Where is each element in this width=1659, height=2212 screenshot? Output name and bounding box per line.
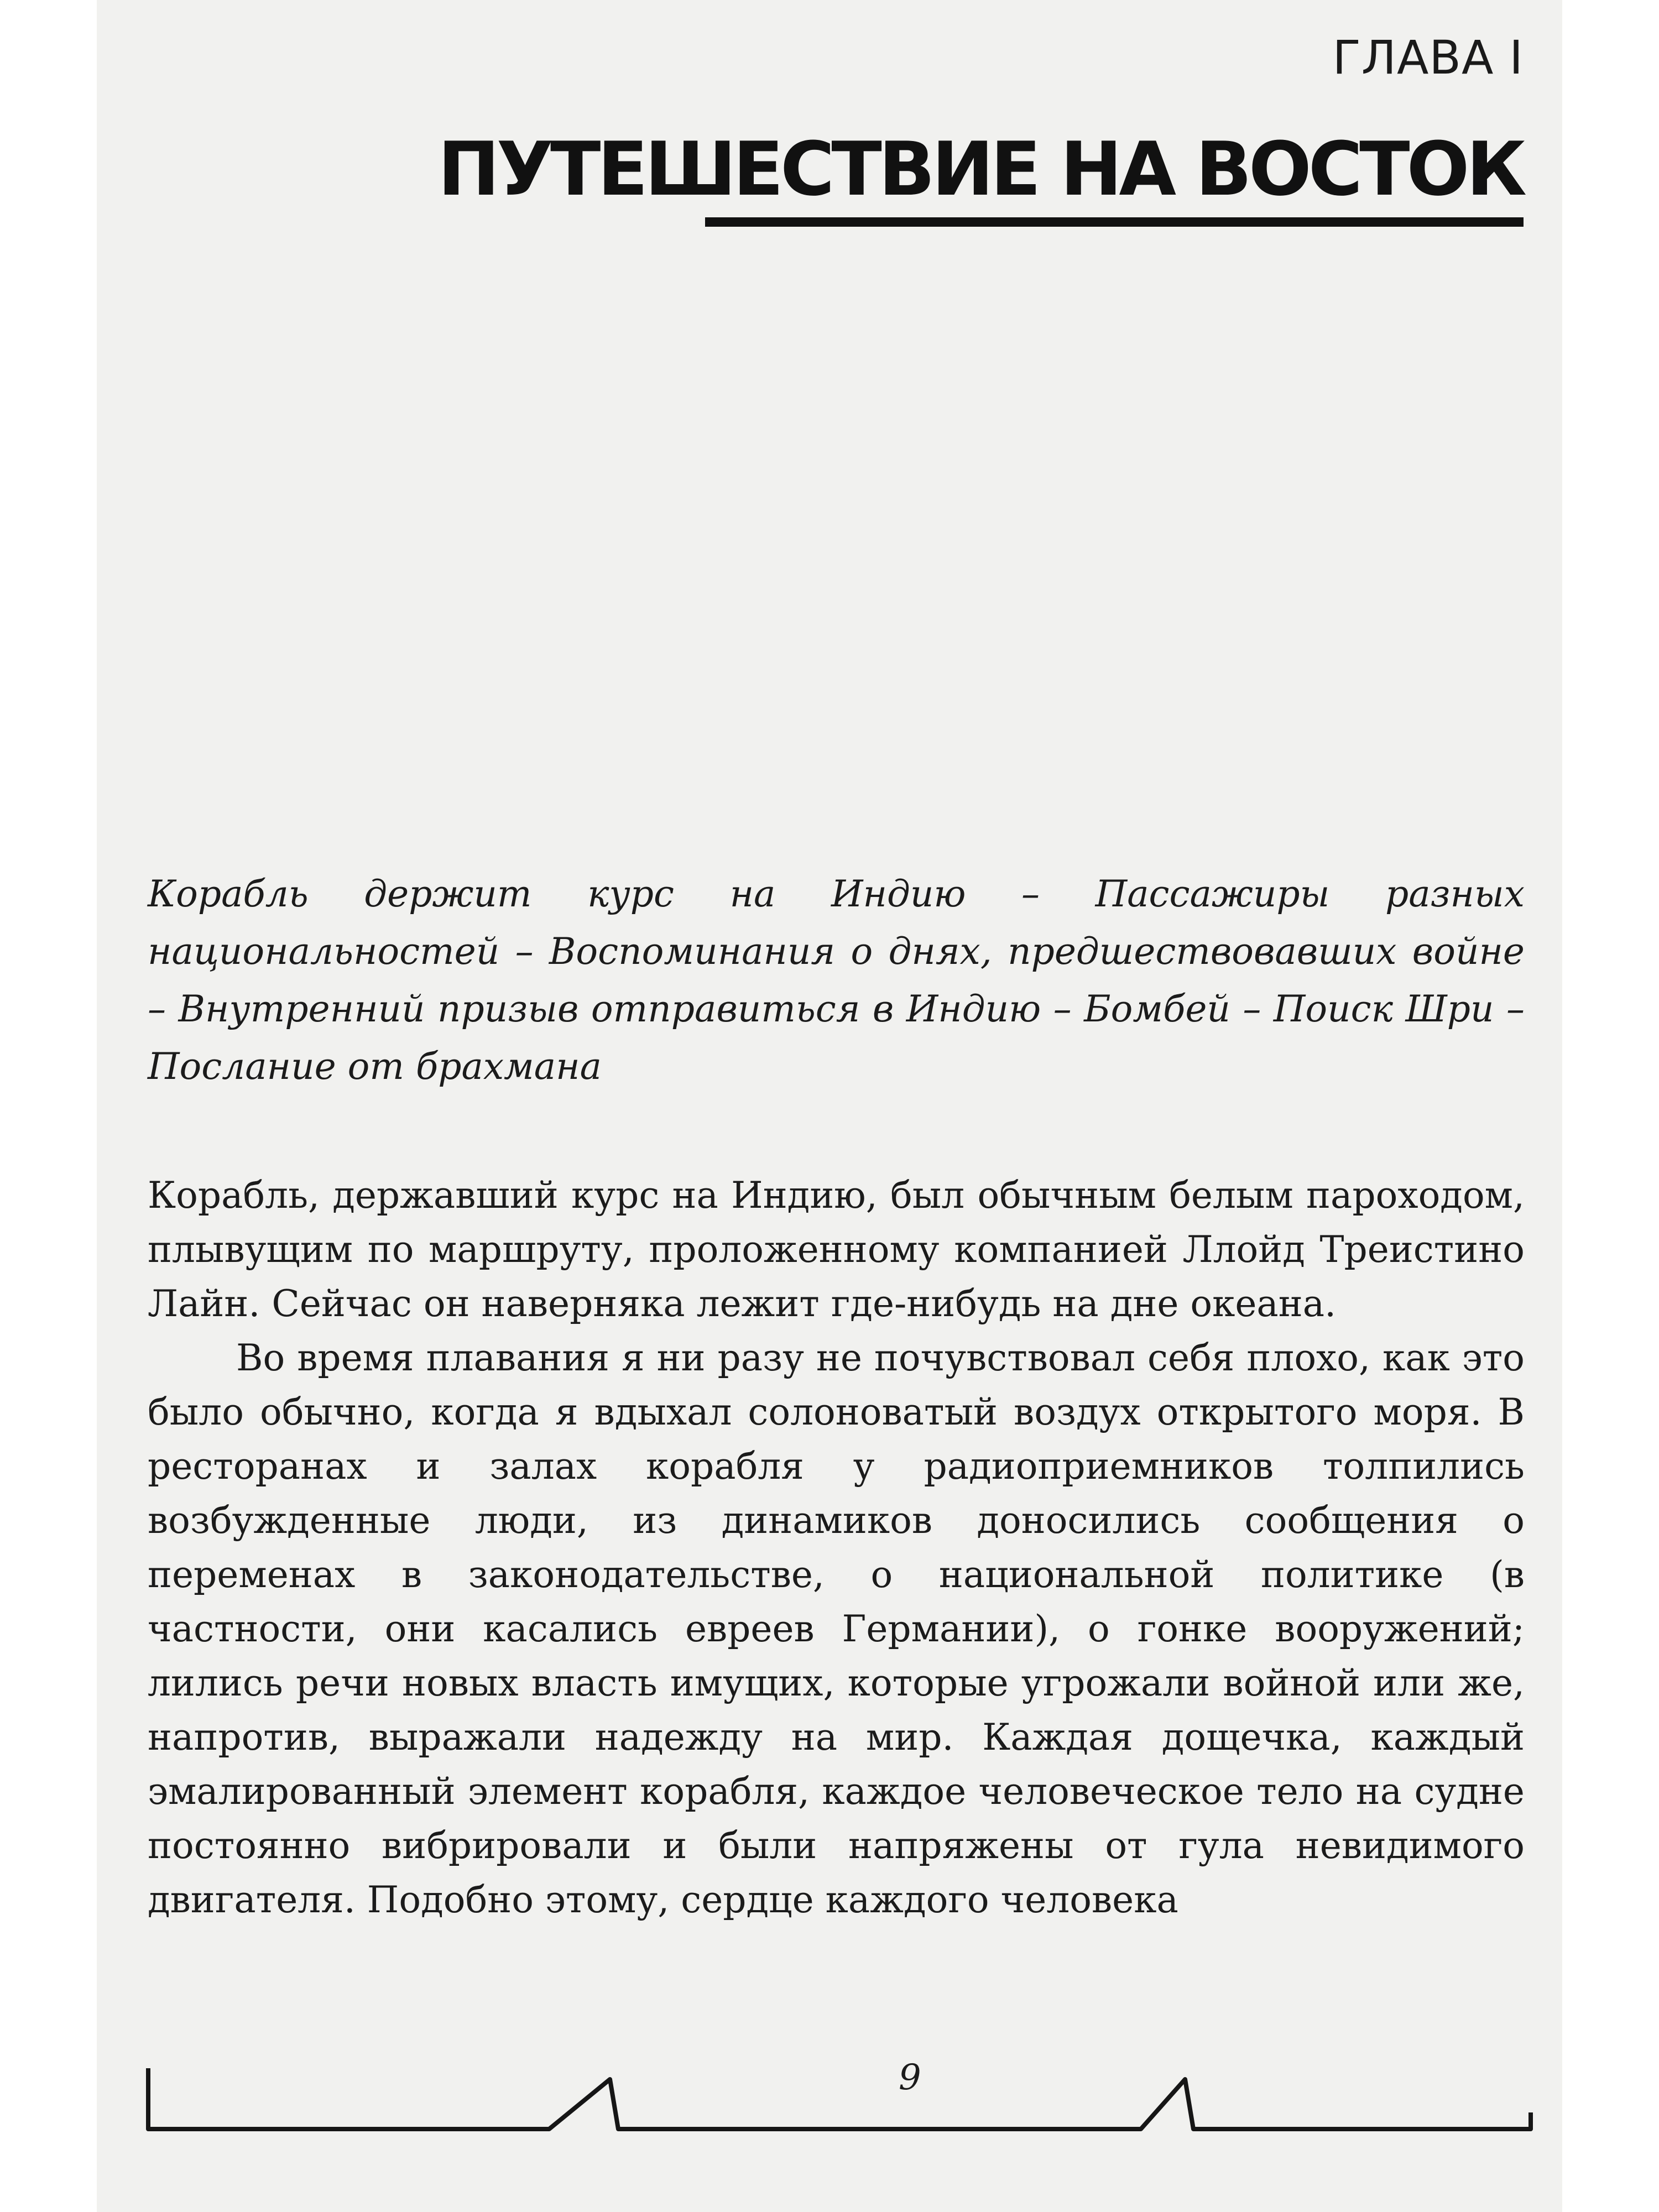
page-number: 9	[899, 2057, 921, 2098]
body-text	[148, 1168, 1525, 1927]
chapter-label: ГЛАВА I	[1332, 30, 1524, 85]
chapter-summary: Корабль держит курс на Индию – Пассажиры разных национальностей – Воспоминания о днях, предшествовавших войне – Внутренний призыв отправиться в Индию – Бомбей – Поиск Шри – Послание от брахмана	[148, 873, 1525, 1088]
paragraph-2: Во время плавания я ни разу не почувствовал себя плохо, как это было обычно, когда я вдыхал солоноватый воздух открытого моря. В ресторанах и залах корабля у радиоприемников толпились возбужденные люди, из динамиков доносились сообщения о переменах в законодательстве, о национальной политике (в частности, они касались евреев Германии), о гонке вооружений; лились речи новых власть имущих, которые угрожали войной или же, напротив, выражали надежду на мир. Каждая дощечка, каждый эмалированный элемент корабля, каждое человеческое тело на судне постоянно вибрировали и были напряжены от гула невидимого двигателя. Подобно этому, сердце каждого человека	[148, 1337, 1525, 1921]
book-page	[97, 0, 1562, 2212]
title-rule	[705, 217, 1524, 227]
bottom-ornament	[145, 2068, 1533, 2135]
chapter-title: ПУТЕШЕСТВИЕ НА ВОСТОК	[437, 126, 1524, 212]
paragraph-1: Корабль, державший курс на Индию, был обычным белым пароходом, плывущим по маршруту, проложенному компанией Ллойд Треистино Лайн. Сейчас он наверняка лежит где-нибудь на дне океана.	[148, 1174, 1525, 1325]
